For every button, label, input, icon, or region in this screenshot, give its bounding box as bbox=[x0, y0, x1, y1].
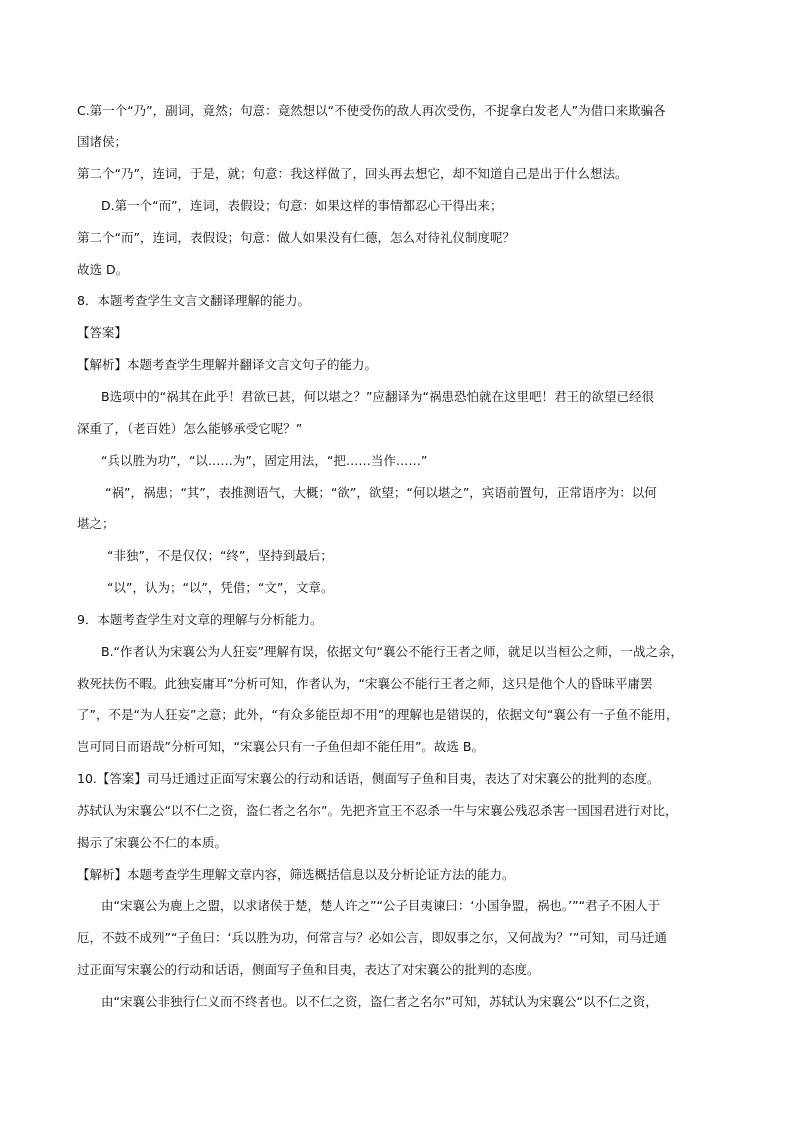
text-line: 国诸侯； bbox=[77, 134, 128, 149]
text-line: 岂可同日而语哉”分析可知，“宋襄公只有一子鱼但却不能任用”。故选 B。 bbox=[77, 739, 484, 754]
text-line: 第二个“而”，连词，表假设；句意：做人如果没有仁德，怎么对待礼仪制度呢？ bbox=[77, 230, 515, 245]
question-heading: 9．本题考查学生对文章的理解与分析能力。 bbox=[77, 612, 323, 627]
text-line: 由“宋襄公非独行仁义而不终者也。以不仁之资，盗仁者之名尔”可知，苏轼认为宋襄公“以不仁之资， bbox=[101, 994, 658, 1009]
text-line: D.第一个“而”，连词，表假设；句意：如果这样的事情都忍心干得出来； bbox=[101, 198, 503, 213]
text-line: “非独”，不是仅仅；“终”，坚持到最后； bbox=[107, 548, 333, 563]
text-line: 厄，不鼓不成列”“子鱼曰：‘兵以胜为功，何常言与？必如公言，即奴事之尔，又何战为？’”可知，司马迁通 bbox=[77, 930, 667, 945]
text-line: B选项中的“祸其在此乎！君欲已甚，何以堪之？”应翻译为“祸患恐怕就在这里吧！君王的欲望已经很 bbox=[101, 389, 655, 404]
text-line: 过正面写宋襄公的行动和话语，侧面写子鱼和目夷，表达了对宋襄公的批判的态度。 bbox=[77, 962, 540, 977]
analysis-label: 【解析】本题考查学生理解并翻译文言文句子的能力。 bbox=[77, 357, 378, 372]
text-line: “以”，认为；“以”，凭借；“文”，文章。 bbox=[107, 580, 334, 595]
text-line: 由“宋襄公为鹿上之盟，以求诸侯于楚，楚人许之”“公子目夷谏曰：‘小国争盟，祸也。’”“君子不困人于 bbox=[101, 898, 661, 913]
text-line: B.“作者认为宋襄公为人狂妄”理解有误，依据文句“襄公不能行王者之师，就足以当桓公之师，一战之余， bbox=[101, 644, 683, 659]
text-line: 苏轼认为宋襄公“以不仁之资，盗仁者之名尔”。先把齐宣王不忍杀一牛与宋襄公残忍杀害一国国君进行对比， bbox=[77, 803, 678, 818]
text-line: 第二个“乃”，连词，于是，就；句意：我这样做了，回头再去想它，却不知道自己是出于什么想法。 bbox=[77, 166, 628, 181]
text-line: 了”，不是“为人狂妄”之意；此外，“有众多能臣却不用”的理解也是错误的，依据文句“襄公有一子鱼不能用， bbox=[77, 707, 679, 722]
answer-label: 【答案】 bbox=[77, 325, 128, 340]
text-line: 救死扶伤不暇。此独妄庸耳”分析可知，作者认为，“宋襄公不能行王者之师，这只是他个人的昏昧平庸罢 bbox=[77, 676, 653, 691]
question-heading: 10.【答案】司马迁通过正面写宋襄公的行动和话语，侧面写子鱼和目夷，表达了对宋襄公的批判的态度。 bbox=[77, 771, 660, 786]
analysis-label: 【解析】本题考查学生理解文章内容，筛选概括信息以及分析论证方法的能力。 bbox=[77, 867, 515, 882]
text-line: “兵以胜为功”，“以……为”，固定用法，“把……当作……” bbox=[101, 453, 428, 468]
question-heading: 8．本题考查学生文言文翻译理解的能力。 bbox=[77, 293, 310, 308]
text-line: 堪之； bbox=[77, 516, 115, 531]
text-line: 深重了，（老百姓）怎么能够承受它呢？” bbox=[77, 421, 303, 436]
text-line: C.第一个“乃”，副词，竟然；句意：竟然想以“不使受伤的敌人再次受伤，不捉拿白发老人”为借口来欺骗各 bbox=[77, 103, 666, 118]
text-line: “祸”，祸患；“其”，表推测语气，大概；“欲”，欲望；“何以堪之”，宾语前置句，正常语序为：以何 bbox=[105, 485, 657, 500]
text-line: 故选 D。 bbox=[77, 262, 129, 277]
text-line: 揭示了宋襄公不仁的本质。 bbox=[77, 835, 228, 850]
